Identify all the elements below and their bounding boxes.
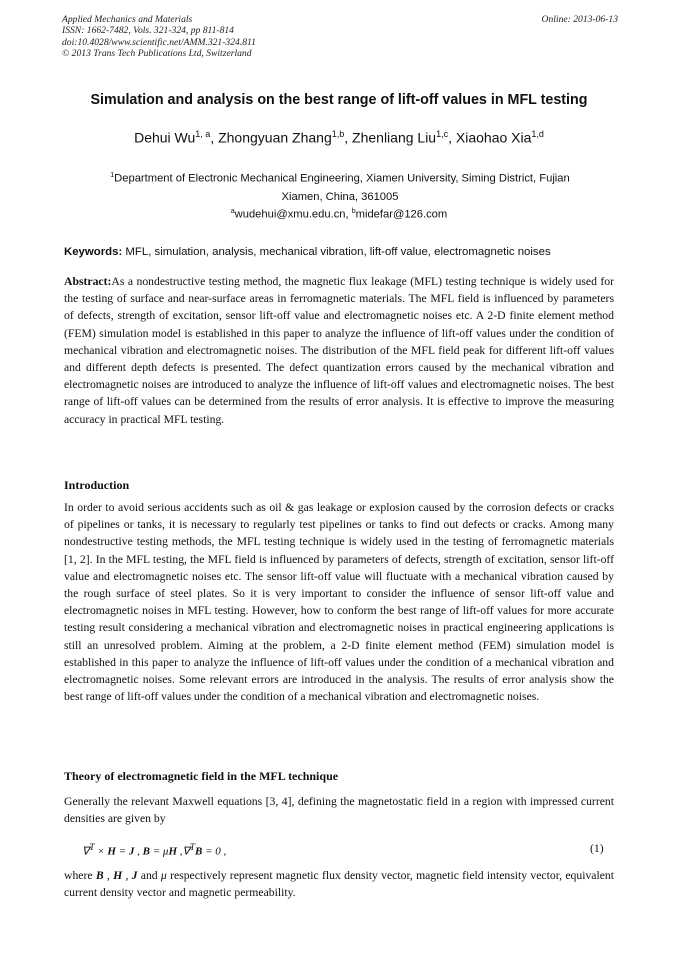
affiliation [74, 167, 606, 206]
eq-var-mu: μ [162, 845, 169, 858]
journal-name: Applied Mechanics and Materials [62, 14, 193, 25]
nabla-symbol: ∇ [82, 845, 90, 858]
eq-var-b: B [142, 845, 150, 858]
eq-symbol: = [115, 845, 129, 858]
eq-var-h: H [107, 845, 116, 858]
author-affiliation-mark: 1,c [436, 129, 449, 139]
transpose-mark: T [189, 842, 195, 852]
email-b[interactable]: midefar@126.com [355, 208, 448, 221]
journal-copyright: © 2013 Trans Tech Publications Ltd, Switzerland [62, 48, 252, 60]
eq-symbol: , [177, 845, 183, 858]
equation-number: (1) [590, 842, 604, 855]
affiliation-line-2: Xiamen, China, 361005 [281, 190, 399, 203]
where-var-mu: μ [160, 869, 167, 882]
introduction-heading: Introduction [64, 478, 130, 492]
author-name: Zhenliang Liu [352, 129, 437, 146]
where-text [64, 867, 614, 901]
where-word: where [64, 869, 96, 882]
journal-issn: ISSN: 1662-7482, Vols. 321-324, pp 811-814 [62, 25, 234, 37]
abstract [64, 273, 614, 428]
paper-title: Simulation and analysis on the best range of lift-off values in MFL testing [90, 92, 588, 108]
author-affiliation-mark: 1,b [331, 129, 345, 139]
journal-header [62, 14, 618, 60]
email-line [40, 208, 638, 221]
keywords [64, 246, 624, 258]
where-sep: , [103, 869, 114, 882]
maxwell-equation [82, 842, 226, 858]
nabla-symbol: ∇ [182, 845, 190, 858]
eq-symbol: × [94, 845, 108, 858]
abstract-text: As a nondestructive testing method, the magnetic flux leakage (MFL) testing technique is widely used for the testing of surface and near-surface areas in ferromagnetic materials. The MFL field is influenced by parameters of defects, strength of excitation, sensor lift-off value and electromagnetic noises etc. A 2-D finite element method (FEM) simulation model is established in this paper to analyze the influence of lift-off values under the condition of mechanical vibration and electromagnetic noises. The distribution of the MFL field peak for different lift-off values and different depth defects is presented. The defect quantization errors caused by the mechanical vibration and electromagnetic noises are introduced to analyze the influence of lift-off values and electromagnetic noises. The best range of lift-off values can be determined from the results of error analysis. It is effective to improve the measuring accuracy in practical MFL testing. [64, 275, 614, 426]
eq-symbol: = [149, 845, 163, 858]
author-affiliation-mark: 1, a [195, 129, 211, 139]
online-date: Online: 2013-06-13 [541, 14, 618, 25]
where-sep: , [122, 869, 132, 882]
where-and: and [137, 869, 161, 882]
affiliation-line-1: Department of Electronic Mechanical Engineering, Xiamen University, Siming District, Fujian [114, 172, 570, 185]
where-var-b: B [95, 869, 104, 882]
affiliation-mark: 1 [110, 172, 115, 179]
email-mark-b: b [351, 208, 356, 215]
email-mark-a: a [230, 208, 235, 215]
keywords-label: Keywords: [64, 246, 123, 258]
keywords-text: MFL, simulation, analysis, mechanical vibration, lift-off value, electromagnetic noises [125, 246, 551, 258]
eq-var-b: B [194, 845, 203, 858]
author-name: Xiaohao Xia [455, 129, 532, 146]
where-var-h: H [113, 869, 123, 882]
author-name: Dehui Wu [134, 129, 196, 146]
where-rest: respectively represent magnetic flux density vector, magnetic field intensity vector, equivalent current density vector and magnetic permeability. [64, 869, 614, 900]
introduction-text: In order to avoid serious accidents such as oil & gas leakage or explosion caused by the corrosion defects or cracks of pipelines or tanks, it is necessary to regularly test pipelines or tanks to find out defects or cracks. Among many nondestructive testing methods, the MFL testing technique is widely used in the testing of ferromagnetic materials [1, 2]. In the MFL testing, the MFL field is influenced by parameters of defects, strength of excitation, sensor lift-off value and electromagnetic noises etc. The sensor lift-off value will fluctuate with a mechanical vibration caused by the rough surface of steel plates. So it is very important to consider the influence of sensor lift-off value and electromagnetic noises in MFL testing. However, how to conform the best range of lift-off values for more accurate testing result considering a mechanical vibration and electromagnetic noises in practical engineering applications is still an unresolved problem. Aiming at the problem, a 2-D finite element method (FEM) simulation model is established in this paper to analyze the influence of lift-off values under the condition of a mechanical vibration and electromagnetic noises. Some relevant errors are introduced in the analysis. The results of error analysis show the best range of lift-off values under the condition of a mechanical vibration and electromagnetic noises. [64, 501, 614, 704]
eq-var-h: H [168, 845, 178, 858]
transpose-mark: T [89, 842, 95, 852]
eq-symbol: , [134, 845, 143, 858]
author-affiliation-mark: 1,d [531, 129, 544, 139]
eq-var-j: J [128, 845, 135, 858]
email-a[interactable]: wudehui@xmu.edu.cn, [234, 208, 349, 221]
theory-heading: Theory of electromagnetic field in the MFL technique [64, 769, 339, 783]
theory-text: Generally the relevant Maxwell equations [3, 4], defining the magnetostatic field in a region with impressed current densities are given by [64, 795, 614, 826]
journal-doi[interactable]: doi:10.4028/www.scientific.net/AMM.321-324.811 [62, 36, 256, 48]
abstract-label: Abstract: [64, 275, 112, 288]
eq-symbol: = 0 , [202, 845, 227, 858]
where-var-j: J [131, 869, 138, 882]
author-name: Zhongyuan Zhang [218, 129, 332, 146]
author-list: Dehui Wu$^{1, a}$, Zhongyuan Zhang$^{1,b}$, Zhenliang Liu$^{1,c}$, Xiaohao Xia$^{1,d}$ [134, 129, 544, 146]
